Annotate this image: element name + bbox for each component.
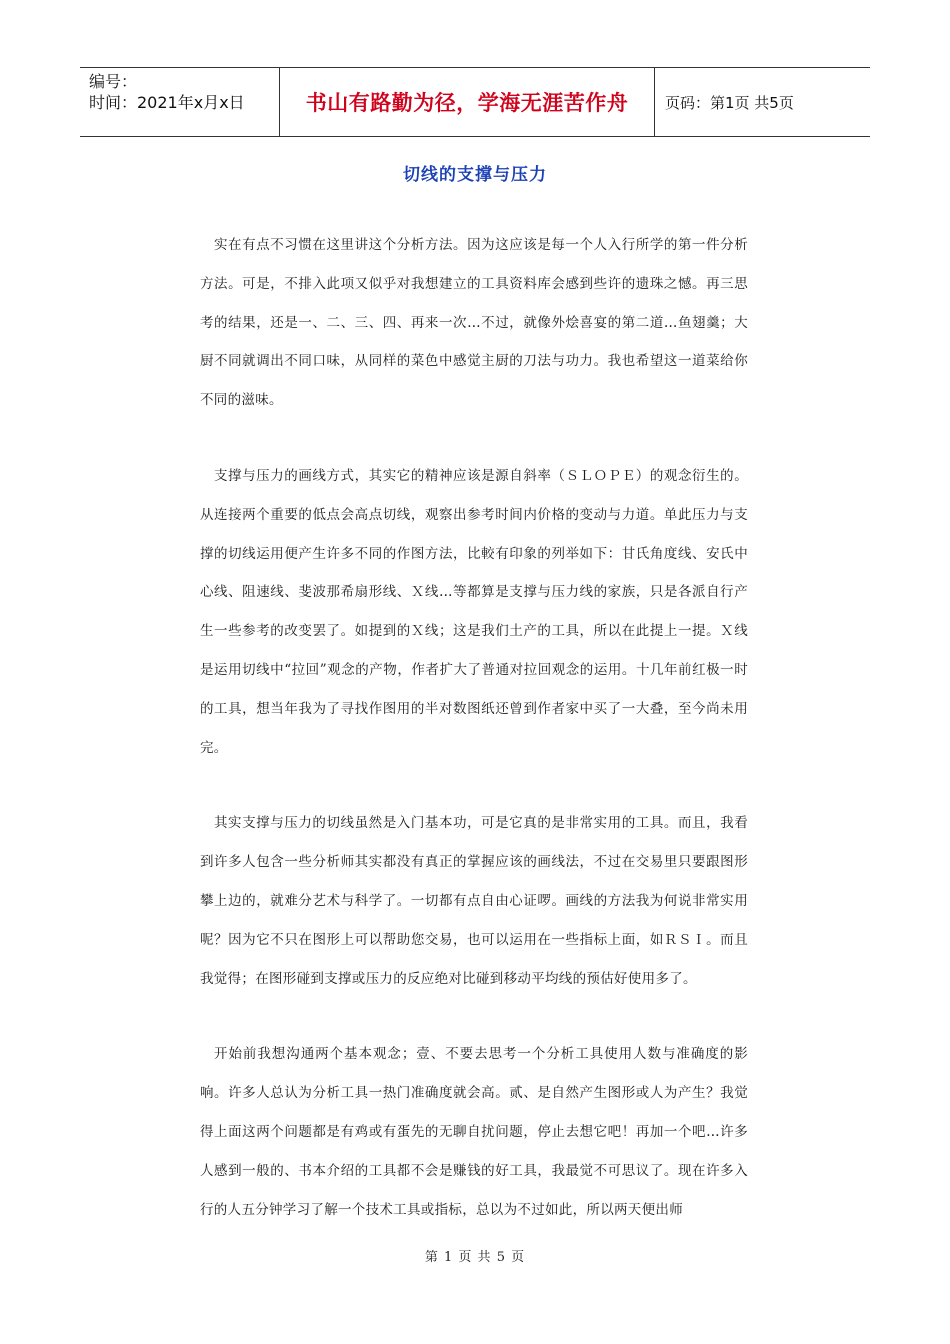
header-meta xyxy=(80,68,280,136)
paragraph: 其实支撑与压力的切线虽然是入门基本功，可是它真的是非常实用的工具。而且，我看到许多人包含一些分析师其实都没有真正的掌握应该的画线法，不过在交易里只要跟图形攀上边的，就难分艺术与科学了。一切都有点自由心证啰。画线的方法我为何说非常实用呢？因为它不只在图形上可以帮助您交易，也可以运用在一些指标上面，如ＲＳＩ。而且我觉得；在图形碰到支撑或压力的反应绝对比碰到移动平均线的预估好使用多了。 xyxy=(200,815,748,987)
header-motto: 书山有路勤为径，学海无涯苦作舟 xyxy=(280,68,655,136)
paragraph: 支撑与压力的画线方式，其实它的精神应该是源自斜率（ＳＬＯＰＥ）的观念衍生的。从连接两个重要的低点会高点切线，观察出参考时间内价格的变动与力道。单此压力与支撑的切线运用便产生许多不同的作图方法，比較有印象的列举如下：甘氏角度线、安氏中心线、阻速线、斐波那希扇形线、Ｘ线…等都算是支撑与压力线的家族，只是各派自行产生一些参考的改变罢了。如提到的Ｘ线；这是我们土产的工具，所以在此提上一提。Ｘ线是运用切线中“拉回”观念的产物，作者扩大了普通对拉回观念的运用。十几年前红极一时的工具，想当年我为了寻找作图用的半对数图纸还曾到作者家中买了一大叠，至今尚未用完。 xyxy=(200,467,748,756)
document-header xyxy=(80,67,870,137)
document-time: 时间：2021年x月x日 xyxy=(89,93,245,112)
document-number-label: 编号： xyxy=(89,72,138,91)
document-body xyxy=(200,226,748,1266)
paragraph: 开始前我想沟通两个基本观念；壹、不要去思考一个分析工具使用人数与准确度的影响。许多人总认为分析工具一热门准确度就会高。贰、是自然产生图形或人为产生？我觉得上面这两个问题都是有鸡或有蛋先的无聊自扰问题，停止去想它吧！再加一个吧…许多人感到一般的、书本介绍的工具都不会是赚钱的好工具，我最觉不可思议了。现在许多入行的人五分钟学习了解一个技术工具或指标，总以为不过如此，所以两天便出师 xyxy=(200,1046,748,1218)
paragraph: 实在有点不习惯在这里讲这个分析方法。因为这应该是每一个人入行所学的第一件分析方法。可是，不排入此项又似乎对我想建立的工具资料库会感到些许的遗珠之憾。再三思考的结果，还是一、二、三、四、再来一次…不过，就像外烩喜宴的第二道…鱼翅羹；大厨不同就调出不同口味，从同样的菜色中感觉主厨的刀法与功力。我也希望这一道菜给你不同的滋味。 xyxy=(200,237,748,409)
header-page-info: 页码：第1页 共5页 xyxy=(665,93,794,112)
page-footer: 第 1 页 共 5 页 xyxy=(424,1250,526,1265)
document-title: 切线的支撑与压力 xyxy=(403,165,547,185)
